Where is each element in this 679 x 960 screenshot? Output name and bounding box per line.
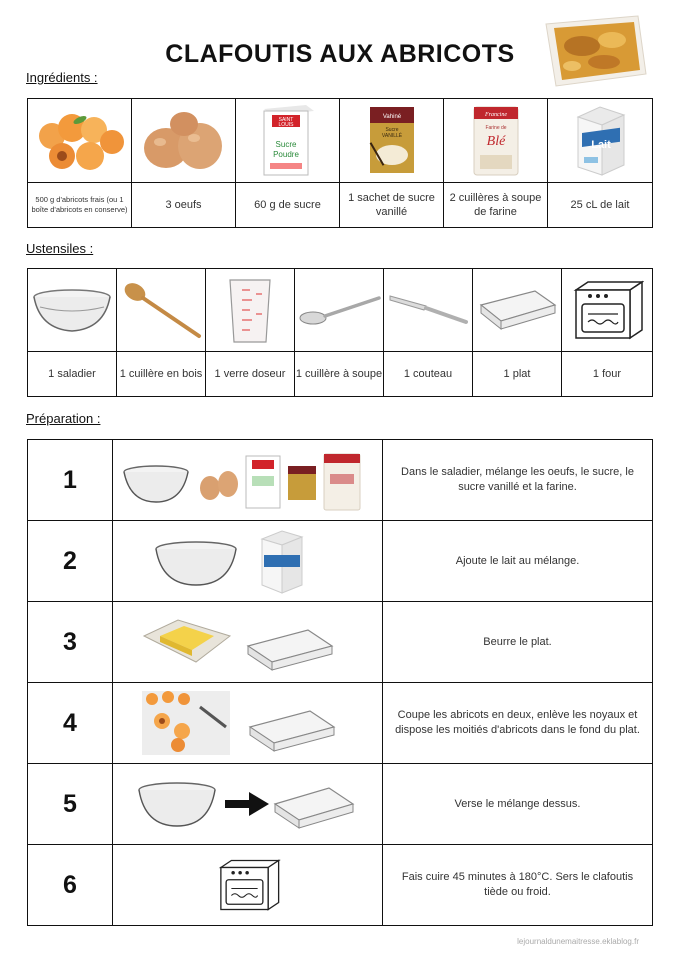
ustensile-label: 1 plat <box>473 352 562 397</box>
ustensiles-heading: Ustensiles : <box>26 241 94 256</box>
ustensile-image-cell <box>384 269 473 352</box>
sugar-name-line2: Poudre <box>272 149 299 159</box>
step-illustration <box>113 602 383 683</box>
ustensile-image-cell <box>206 269 295 352</box>
step-description: Fais cuire 45 minutes à 180°C. Sers le clafoutis tiède ou froid. <box>383 845 653 926</box>
flour-brand: Francine <box>484 111 507 118</box>
apricots-icon <box>28 99 131 182</box>
baking-dish-icon <box>275 788 353 828</box>
oven-icon <box>562 269 652 351</box>
sugar-box-icon <box>246 456 280 508</box>
step-illustration <box>113 521 383 602</box>
page-title: CLAFOUTIS AUX ABRICOTS <box>165 40 515 68</box>
preparation-table <box>27 439 653 926</box>
step-row <box>28 845 653 926</box>
step-number: 6 <box>28 845 113 926</box>
ingredient-image-cell <box>340 99 444 183</box>
sugar-brand-line1: SAINT <box>278 116 293 123</box>
apricot-halves-photo <box>142 691 230 755</box>
vanilla-name-line1: Sucre <box>384 126 399 133</box>
sugar-box-icon <box>236 99 339 182</box>
ustensile-image-cell <box>28 269 117 352</box>
step-number: 2 <box>28 521 113 602</box>
step-description: Ajoute le lait au mélange. <box>383 521 653 602</box>
ingredient-image-cell <box>28 99 132 183</box>
step-description: Verse le mélange dessus. <box>383 764 653 845</box>
step-description: Coupe les abricots en deux, enlève les noyaux et dispose les moitiés d'abricots dans le fond du plat. <box>383 683 653 764</box>
ingredients-table <box>27 98 653 228</box>
step-illustration <box>113 764 383 845</box>
ingredient-label: 500 g d'abricots frais (ou 1 boîte d'abricots en conserve) <box>28 183 132 228</box>
step-number: 5 <box>28 764 113 845</box>
flour-bag-icon <box>444 99 547 182</box>
baking-dish-icon <box>473 269 561 351</box>
ustensile-image-cell <box>473 269 562 352</box>
butter-icon <box>144 620 230 662</box>
ustensile-label: 1 cuillère à soupe <box>295 352 384 397</box>
oven-icon <box>113 845 382 925</box>
clafoutis-photo <box>542 10 648 90</box>
ingredient-label: 25 cL de lait <box>548 183 653 228</box>
ingredient-label: 2 cuillères à soupe de farine <box>444 183 548 228</box>
vanilla-sugar-packet-icon <box>340 99 443 182</box>
vanilla-brand: Vahiné <box>382 113 401 120</box>
ustensiles-table <box>27 268 653 397</box>
sugar-brand-line2: LOUIS <box>277 121 294 128</box>
step-row <box>28 602 653 683</box>
milk-carton-icon <box>548 99 652 182</box>
step-description: Beurre le plat. <box>383 602 653 683</box>
preparation-heading: Préparation : <box>26 411 101 426</box>
knife-icon <box>384 269 472 351</box>
sugar-name-line1: Sucre <box>275 139 296 149</box>
measuring-cup-icon <box>206 269 294 351</box>
step-description: Dans le saladier, mélange les oeufs, le sucre, le sucre vanillé et la farine. <box>383 440 653 521</box>
ustensile-label: 1 couteau <box>384 352 473 397</box>
ingredient-image-cell <box>132 99 236 183</box>
milk-label: Lait <box>591 138 611 151</box>
eggs-icon <box>200 471 238 500</box>
vanilla-sugar-packet-icon <box>288 466 316 500</box>
ingredient-image-cell <box>236 99 340 183</box>
glass-bowl-icon <box>156 542 236 585</box>
flour-name-line2: Blé <box>486 133 505 149</box>
milk-carton-icon <box>262 531 302 593</box>
ustensile-label: 1 verre doseur <box>206 352 295 397</box>
ustensile-label: 1 saladier <box>28 352 117 397</box>
glass-bowl-icon <box>139 783 215 826</box>
wooden-spoon-icon <box>117 269 205 351</box>
step-number: 4 <box>28 683 113 764</box>
step-illustration <box>113 683 383 764</box>
step-illustration <box>113 845 383 926</box>
glass-bowl-icon <box>28 269 116 351</box>
step-row <box>28 521 653 602</box>
ingredient-label: 3 oeufs <box>132 183 236 228</box>
tablespoon-icon <box>295 269 383 351</box>
ingredients-heading: Ingrédients : <box>26 70 98 85</box>
step-number: 1 <box>28 440 113 521</box>
ingredient-label: 60 g de sucre <box>236 183 340 228</box>
baking-dish-icon <box>248 630 332 670</box>
eggs-icon <box>132 99 235 182</box>
ustensile-image-cell <box>117 269 206 352</box>
glass-bowl-icon <box>124 466 188 502</box>
ustensile-image-cell <box>295 269 384 352</box>
step-row <box>28 440 653 521</box>
ingredient-image-cell <box>548 99 653 183</box>
step-row <box>28 764 653 845</box>
step-number: 3 <box>28 602 113 683</box>
ustensile-image-cell <box>562 269 653 352</box>
step-illustration <box>113 440 383 521</box>
vanilla-name-line2: VANILLÉ <box>381 132 402 139</box>
ingredient-image-cell <box>444 99 548 183</box>
ingredient-label: 1 sachet de sucre vanillé <box>340 183 444 228</box>
baking-dish-icon <box>250 711 334 751</box>
arrow-right-icon <box>225 792 269 816</box>
ustensile-label: 1 four <box>562 352 653 397</box>
ustensile-label: 1 cuillère en bois <box>117 352 206 397</box>
footer-credit: lejournaldunemaitresse.eklablog.fr <box>517 937 639 946</box>
flour-bag-icon <box>324 454 360 510</box>
flour-name-line1: Farine de <box>484 124 507 131</box>
step-row <box>28 683 653 764</box>
